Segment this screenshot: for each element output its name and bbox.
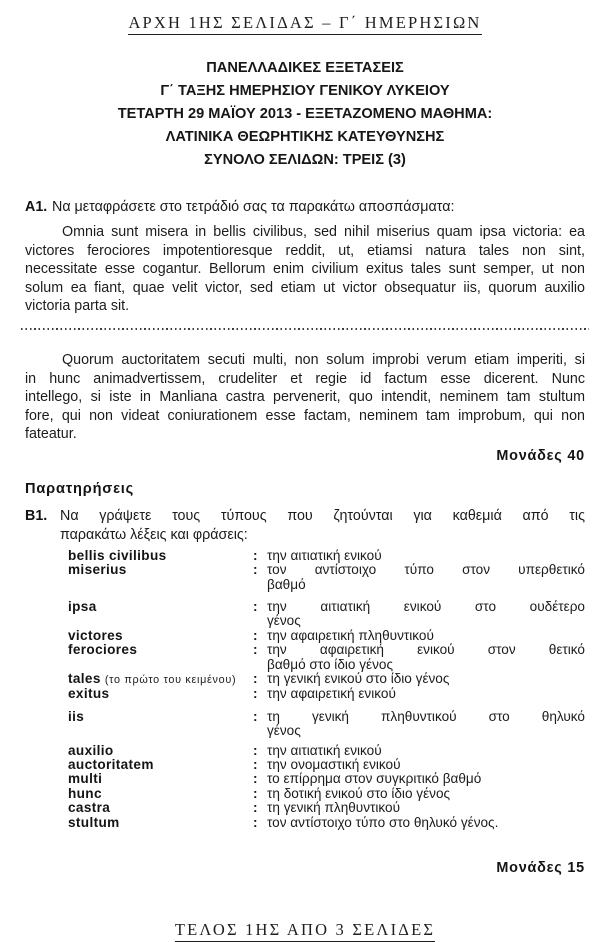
passage-line: victoria parta sit.	[25, 297, 130, 314]
glossary-colon: :	[253, 627, 258, 643]
glossary-colon: :	[253, 686, 258, 702]
glossary-term: hunc	[68, 785, 102, 801]
glossary-entry	[68, 787, 585, 801]
exam-header-line: ΠΑΝΕΛΛΑΔΙΚΕΣ ΕΞΕΤΑΣΕΙΣ	[206, 60, 404, 76]
exam-header-line: Γ΄ ΤΑΞΗΣ ΗΜΕΡΗΣΙΟΥ ΓΕΝΙΚΟΥ ΛΥΚΕΙΟΥ	[160, 83, 450, 99]
running-head-text: ΑΡΧΗ 1ΗΣ ΣΕΛΙΔΑΣ – Γ΄ ΗΜΕΡΗΣΙΩΝ	[128, 13, 481, 35]
definition-line: βαθμό στο ίδιο γένος	[267, 656, 394, 672]
passage-line: Quorum auctoritatem secuti multi, non solum improbi verum etiam imperiti, si	[62, 352, 585, 369]
page-header	[25, 13, 585, 35]
exam-header-line: ΣΥΝΟΛΟ ΣΕΛΙΔΩΝ: ΤΡΕΙΣ (3)	[204, 152, 406, 168]
definition-line: την αφαιρετική ενικού	[267, 686, 396, 702]
definition-line: το επίρρημα στον συγκριτικό βαθμό	[267, 771, 482, 787]
glossary-definition	[267, 772, 585, 786]
definition-line: τον αντίστοιχο τύπο στον υπερθετικό	[267, 562, 585, 578]
glossary-colon: :	[253, 547, 258, 563]
glossary-definition	[267, 563, 585, 592]
glossary-entry	[68, 758, 585, 772]
glossary-definition	[267, 687, 585, 701]
glossary-entry	[68, 801, 585, 815]
passage-line: victores ferociores impotentioresque reddit, ut, etiamsi natura tales non sint,	[25, 242, 585, 259]
glossary-entry	[68, 687, 585, 701]
glossary-definition	[267, 758, 585, 772]
definition-line: βαθμό	[267, 576, 306, 592]
exam-header-block	[25, 57, 585, 172]
passage-line: Omnia sunt misera in bellis civilibus, sed nihil miserius quam ipsa victoria: ea	[62, 224, 585, 241]
observations-title: Παρατηρήσεις	[25, 481, 135, 498]
definition-line: τη δοτική ενικού στο ίδιο γένος	[267, 785, 451, 801]
glossary-colon: :	[253, 785, 258, 801]
glossary-term: castra	[68, 800, 111, 816]
instruction-line: Να γράψετε τους τύπους που ζητούνται για καθεμιά από τις	[60, 508, 585, 525]
glossary-term: auctoritatem	[68, 757, 154, 773]
section-b1-heading	[25, 507, 585, 543]
glossary-term: stultum	[68, 814, 120, 830]
glossary-definition	[267, 787, 585, 801]
glossary-colon: :	[253, 562, 258, 578]
definition-line: τη γενική πληθυντικού στο θηλυκό	[267, 708, 585, 724]
glossary-definition	[267, 744, 585, 758]
glossary-colon: :	[253, 771, 258, 787]
definition-line: την αφαιρετική πληθυντικού	[267, 627, 434, 643]
exam-header-line: ΤΕΤΑΡΤΗ 29 ΜΑΪΟΥ 2013 - ΕΞΕΤΑΖΟΜΕΝΟ ΜΑΘΗΜΑ:	[117, 106, 493, 122]
definition-line: γένος	[267, 613, 301, 629]
glossary-colon: :	[253, 671, 258, 687]
glossary-entry	[68, 643, 585, 672]
question-b1-label: Β1.	[25, 508, 48, 525]
glossary-term: multi	[68, 771, 103, 787]
question-a1-instruction: Να μεταφράσετε στο τετράδιό σας τα παρακάτω αποσπάσματα:	[52, 199, 455, 215]
glossary-entry	[68, 563, 585, 592]
glossary-entry	[68, 710, 585, 739]
exam-header-line: ΛΑΤΙΝΙΚΑ ΘΕΩΡΗΤΙΚΗΣ ΚΑΤΕΥΘΥΝΣΗΣ	[165, 129, 445, 145]
glossary-entry	[68, 672, 585, 687]
latin-passage-2	[25, 351, 585, 443]
passage-line: solum ea fiant, quae velit victor, sed etiam ut victor obsequatur iis, quorum auxilio	[25, 279, 585, 296]
section-a1-heading	[25, 198, 585, 216]
glossary-term: bellis civilibus	[68, 547, 167, 563]
glossary-term: miserius	[68, 562, 127, 578]
glossary-term-note: (το πρώτο του κειμένου)	[104, 674, 237, 687]
passage-line: intellego, si iste in Manliana castra pervenerit, quo intendit, neminem tam stultum	[25, 389, 585, 406]
question-b1-instruction	[60, 507, 585, 543]
glossary-definition	[267, 549, 585, 563]
glossary-entry	[68, 816, 585, 830]
glossary-definition	[267, 816, 585, 830]
glossary-colon: :	[253, 598, 258, 614]
glossary-term: auxilio	[68, 742, 114, 758]
marks-b1: Μονάδες 15	[496, 860, 585, 877]
running-foot-text: ΤΕΛΟΣ 1ΗΣ ΑΠΟ 3 ΣΕΛΙΔΕΣ	[175, 920, 435, 942]
passage-line: fore, qui non videat coniurationem esse factam, neminem tam improbum, qui non	[25, 407, 585, 424]
glossary-colon: :	[253, 757, 258, 773]
instruction-line: παρακάτω λέξεις και φράσεις:	[60, 526, 248, 543]
glossary-definition	[267, 629, 585, 643]
glossary-entry	[68, 744, 585, 758]
definition-line: την αφαιρετική ενικού στον θετικό	[267, 642, 585, 658]
definition-line: την ονομαστική ενικού	[267, 757, 401, 773]
passage-line: in hunc animadvertissem, crudeliter et regie id factum esse dicerent. Nunc	[25, 370, 585, 387]
definition-line: τη γενική πληθυντικού	[267, 800, 401, 816]
glossary-definition	[267, 801, 585, 815]
definition-line: γένος	[267, 723, 301, 739]
dotted-separator	[21, 328, 589, 330]
glossary	[68, 549, 585, 830]
glossary-definition	[267, 600, 585, 629]
glossary-colon: :	[253, 814, 258, 830]
glossary-term: ipsa	[68, 598, 97, 614]
definition-line: τη γενική ενικού στο ίδιο γένος	[267, 671, 450, 687]
latin-passage-1	[25, 223, 585, 315]
definition-line: τον αντίστοιχο τύπο στο θηλυκό γένος.	[267, 814, 499, 830]
marks-a1: Μονάδες 40	[496, 448, 585, 465]
definition-line: την αιτιατική ενικού στο ουδέτερο	[267, 598, 585, 614]
glossary-term: iis	[68, 708, 85, 724]
glossary-definition	[267, 672, 585, 686]
passage-line: necessitate esse cogantur. Bellorum enim civilium exitus tales sunt semper, ut non	[25, 261, 585, 278]
glossary-term: victores	[68, 627, 123, 643]
glossary-term	[68, 672, 253, 687]
passage-line: fateatur.	[25, 425, 77, 442]
definition-line: την αιτιατική ενικού	[267, 547, 382, 563]
glossary-entry	[68, 629, 585, 643]
glossary-colon: :	[253, 642, 258, 658]
question-a1-label: Α1.	[25, 199, 48, 215]
glossary-colon: :	[253, 742, 258, 758]
glossary-term: exitus	[68, 686, 110, 702]
glossary-definition	[267, 643, 585, 672]
glossary-entry	[68, 549, 585, 563]
glossary-colon: :	[253, 708, 258, 724]
definition-line: την αιτιατική ενικού	[267, 742, 382, 758]
glossary-entry	[68, 600, 585, 629]
glossary-entry	[68, 772, 585, 786]
glossary-definition	[267, 710, 585, 739]
glossary-colon: :	[253, 800, 258, 816]
page-footer	[25, 920, 585, 942]
glossary-term-word: tales	[68, 671, 101, 687]
glossary-term: ferociores	[68, 642, 138, 658]
